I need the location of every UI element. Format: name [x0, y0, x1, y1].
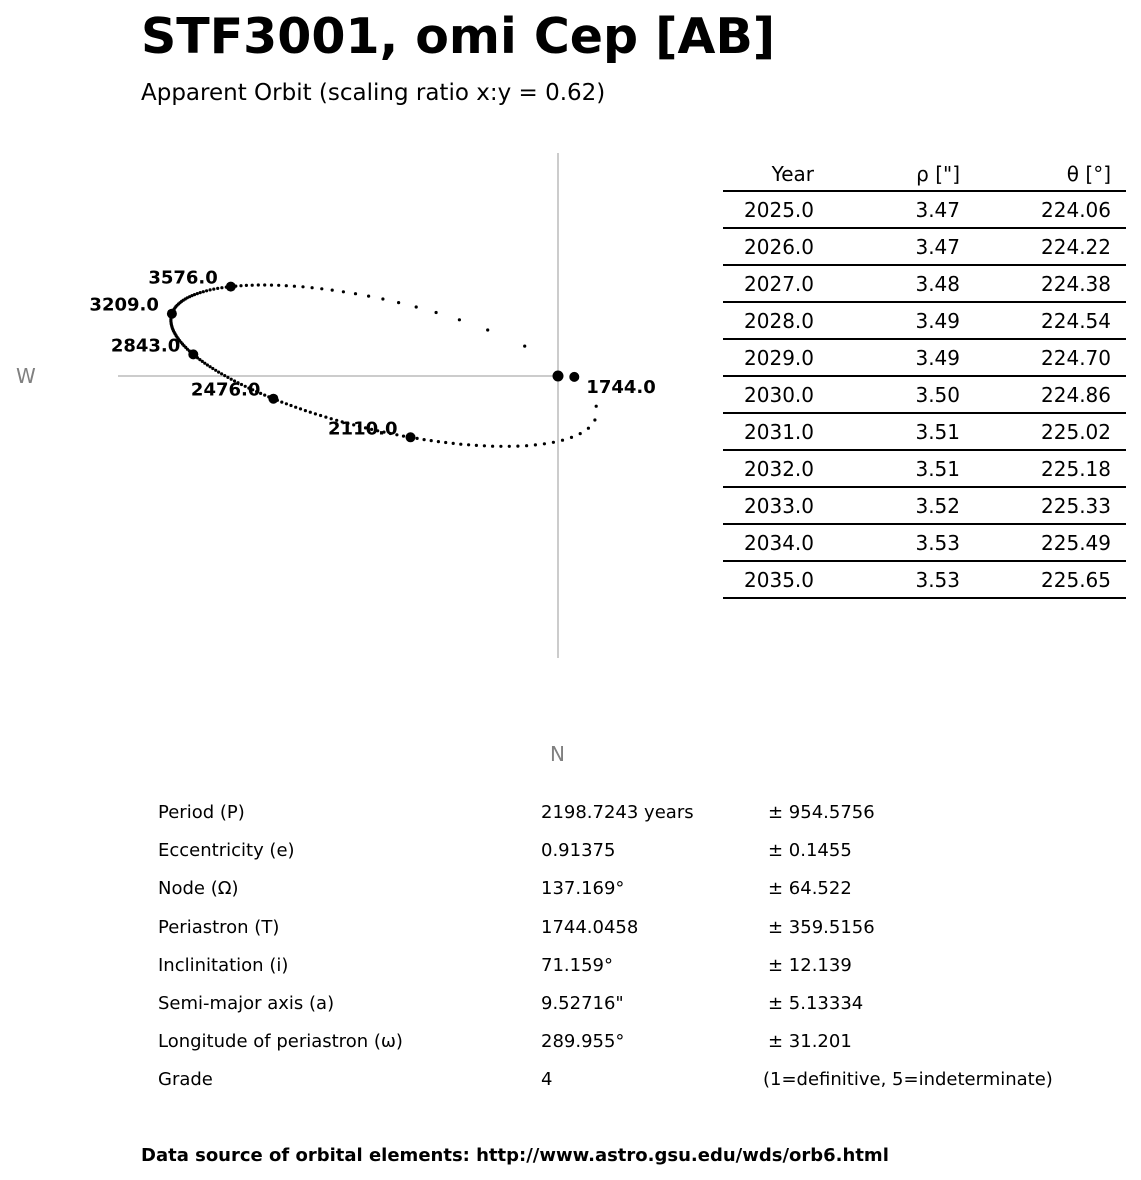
ephemeris-theta: 225.18	[1041, 457, 1111, 481]
ephemeris-theta: 224.22	[1041, 235, 1111, 259]
ephemeris-table	[723, 156, 1126, 599]
element-row	[0, 1063, 1141, 1101]
element-error: ± 359.5156	[768, 916, 875, 938]
ephemeris-rho: 3.53	[915, 568, 960, 592]
ephemeris-theta: 224.54	[1041, 309, 1111, 333]
orbit-point	[293, 285, 296, 288]
epoch-marker	[167, 309, 177, 319]
ephemeris-rho: 3.47	[915, 198, 960, 222]
orbit-point	[491, 445, 494, 448]
epoch-label: 2843.0	[110, 335, 181, 357]
orbit-point	[543, 442, 546, 445]
ephemeris-header-row	[723, 156, 1126, 192]
ephemeris-row	[723, 562, 1126, 599]
chart-title: STF3001, omi Cep [AB]	[141, 8, 776, 65]
element-name: Eccentricity (e)	[158, 840, 295, 862]
orbit-point	[270, 284, 273, 287]
orbit-point	[525, 444, 528, 447]
element-row	[0, 949, 1141, 987]
orbit-point	[199, 291, 202, 294]
element-name: Periastron (T)	[158, 916, 280, 938]
element-grade-note: (1=definitive, 5=indeterminate)	[763, 1069, 1053, 1091]
ephemeris-theta: 225.02	[1041, 420, 1111, 444]
west-axis-label: W	[16, 364, 36, 388]
orbit-point	[459, 443, 462, 446]
orbit-point	[561, 439, 564, 442]
orbit-point	[508, 445, 511, 448]
ephemeris-year: 2035.0	[744, 568, 814, 592]
orbit-point	[263, 283, 266, 286]
orbit-point	[226, 376, 229, 379]
epoch-marker	[569, 372, 579, 382]
ephemeris-header-rho: ρ ["]	[916, 162, 960, 186]
ephemeris-rho: 3.48	[915, 272, 960, 296]
element-error: ± 12.139	[768, 954, 852, 976]
orbit-point	[587, 427, 590, 430]
element-name: Inclinitation (i)	[158, 954, 289, 976]
ephemeris-year: 2032.0	[744, 457, 814, 481]
element-value: 137.169°	[541, 878, 625, 900]
orbit-point	[277, 284, 280, 287]
orbit-point	[220, 286, 223, 289]
orbit-point	[311, 286, 314, 289]
ephemeris-rho: 3.47	[915, 235, 960, 259]
ephemeris-rho: 3.53	[915, 531, 960, 555]
element-error: ± 954.5756	[768, 802, 875, 823]
ephemeris-year: 2034.0	[744, 531, 814, 555]
ephemeris-year: 2030.0	[744, 383, 814, 407]
orbit-point	[423, 438, 426, 441]
orbit-point	[486, 328, 489, 331]
element-name: Grade	[158, 1069, 213, 1091]
element-error: ± 0.1455	[768, 840, 852, 862]
ephemeris-year: 2027.0	[744, 272, 814, 296]
element-name: Period (P)	[158, 802, 245, 823]
element-name: Longitude of periastron (ω)	[158, 1031, 403, 1053]
epoch-label: 2476.0	[190, 379, 261, 401]
data-source-footer: Data source of orbital elements: http://www.astro.gsu.edu/wds/orb6.html	[141, 1145, 889, 1166]
ephemeris-row	[723, 488, 1126, 525]
ephemeris-theta: 224.86	[1041, 383, 1111, 407]
orbit-point	[452, 442, 455, 445]
epoch-marker	[226, 282, 236, 292]
orbit-point	[570, 436, 573, 439]
ephemeris-theta: 225.49	[1041, 531, 1111, 555]
orbit-point	[437, 440, 440, 443]
orbit-point	[483, 444, 486, 447]
ephemeris-row	[723, 229, 1126, 266]
orbit-point	[534, 443, 537, 446]
orbit-point	[499, 445, 502, 448]
epoch-label: 2110.0	[328, 418, 398, 440]
orbit-point	[285, 402, 288, 405]
north-axis-label: N	[550, 742, 565, 766]
ephemeris-row	[723, 340, 1126, 377]
epoch-marker	[188, 349, 198, 359]
ephemeris-rho: 3.49	[915, 309, 960, 333]
orbit-point	[263, 394, 266, 397]
ephemeris-header-year: Year	[771, 162, 814, 186]
ephemeris-year: 2028.0	[744, 309, 814, 333]
epoch-label: 1744.0	[586, 376, 656, 398]
orbit-point	[196, 292, 199, 295]
orbit-point	[280, 401, 283, 404]
orbit-point	[299, 407, 302, 410]
element-row	[0, 911, 1141, 949]
orbital-elements-list	[0, 796, 1141, 1102]
orbit-point	[435, 311, 438, 314]
ephemeris-theta: 224.06	[1041, 198, 1111, 222]
orbit-point	[416, 437, 419, 440]
element-value: 289.955°	[541, 1031, 625, 1053]
ephemeris-theta: 225.65	[1041, 568, 1111, 592]
orbit-point	[245, 284, 248, 287]
orbit-point	[402, 435, 405, 438]
element-row	[0, 796, 1141, 834]
ephemeris-year: 2033.0	[744, 494, 814, 518]
orbit-point	[211, 367, 214, 370]
ephemeris-year: 2031.0	[744, 420, 814, 444]
epoch-label: 3209.0	[89, 294, 159, 316]
ephemeris-theta: 224.70	[1041, 346, 1111, 370]
epoch-marker	[406, 432, 416, 442]
orbit-point	[579, 432, 582, 435]
orbit-point	[475, 444, 478, 447]
element-value: 2198.7243 years	[541, 802, 694, 823]
orbit-point	[397, 301, 400, 304]
orbit-point	[202, 290, 205, 293]
ephemeris-row	[723, 192, 1126, 229]
orbit-point	[523, 345, 526, 348]
orbit-point	[593, 418, 596, 421]
element-row	[0, 872, 1141, 910]
orbit-point	[309, 411, 312, 414]
orbit-point	[458, 318, 461, 321]
orbit-point	[239, 284, 242, 287]
element-name: Semi-major axis (a)	[158, 992, 335, 1014]
ephemeris-year: 2029.0	[744, 346, 814, 370]
orbit-point	[595, 405, 598, 408]
orbit-point	[223, 374, 226, 377]
ephemeris-rho: 3.51	[915, 457, 960, 481]
orbit-point	[320, 287, 323, 290]
orbit-point	[324, 416, 327, 419]
ephemeris-rho: 3.50	[915, 383, 960, 407]
orbit-point	[342, 290, 345, 293]
orbit-point	[444, 441, 447, 444]
ephemeris-row	[723, 414, 1126, 451]
ephemeris-row	[723, 303, 1126, 340]
primary-star-marker	[553, 371, 564, 382]
orbit-point	[214, 369, 217, 372]
orbit-point	[206, 363, 209, 366]
element-error: ± 31.201	[768, 1031, 852, 1053]
orbit-point	[301, 285, 304, 288]
ephemeris-theta: 225.33	[1041, 494, 1111, 518]
ephemeris-row	[723, 377, 1126, 414]
epoch-marker	[268, 394, 278, 404]
element-error: ± 5.13334	[768, 992, 864, 1014]
orbit-point	[285, 284, 288, 287]
orbit-point	[209, 365, 212, 368]
orbit-point	[354, 292, 357, 295]
orbit-point	[209, 288, 212, 291]
ephemeris-row	[723, 525, 1126, 562]
orbit-point	[331, 289, 334, 292]
orbit-point	[193, 293, 196, 296]
orbit-point	[516, 445, 519, 448]
orbit-point	[205, 289, 208, 292]
element-value: 71.159°	[541, 954, 613, 976]
element-row	[0, 987, 1141, 1025]
orbit-point	[430, 439, 433, 442]
element-value: 9.52716"	[541, 992, 624, 1014]
element-value: 4	[541, 1069, 553, 1091]
orbit-point	[289, 404, 292, 407]
ephemeris-rho: 3.51	[915, 420, 960, 444]
orbit-point	[294, 406, 297, 409]
orbit-point	[467, 443, 470, 446]
epoch-label: 3576.0	[148, 267, 218, 289]
ephemeris-header-theta: θ [°]	[1066, 162, 1111, 186]
ephemeris-row	[723, 451, 1126, 488]
chart-subtitle: Apparent Orbit (scaling ratio x:y = 0.62)	[141, 80, 606, 106]
orbit-point	[304, 409, 307, 412]
orbit-point	[381, 297, 384, 300]
orbit-point	[367, 295, 370, 298]
orbit-point	[220, 372, 223, 375]
element-value: 0.91375	[541, 840, 616, 862]
ephemeris-rho: 3.49	[915, 346, 960, 370]
element-row	[0, 1025, 1141, 1063]
orbit-point	[552, 441, 555, 444]
element-value: 1744.0458	[541, 916, 639, 938]
ephemeris-rho: 3.52	[915, 494, 960, 518]
orbit-epoch-markers	[89, 268, 655, 443]
element-row	[0, 834, 1141, 872]
element-name: Node (Ω)	[158, 878, 239, 900]
ephemeris-theta: 224.38	[1041, 272, 1111, 296]
element-error: ± 64.522	[768, 878, 852, 900]
ephemeris-row	[723, 266, 1126, 303]
orbit-point	[415, 305, 418, 308]
orbit-point	[314, 412, 317, 415]
orbit-point	[257, 283, 260, 286]
ephemeris-year: 2026.0	[744, 235, 814, 259]
orbit-point	[319, 414, 322, 417]
orbit-point	[251, 284, 254, 287]
orbit-point	[217, 371, 220, 374]
orbit-plot	[0, 0, 720, 790]
ephemeris-year: 2025.0	[744, 198, 814, 222]
